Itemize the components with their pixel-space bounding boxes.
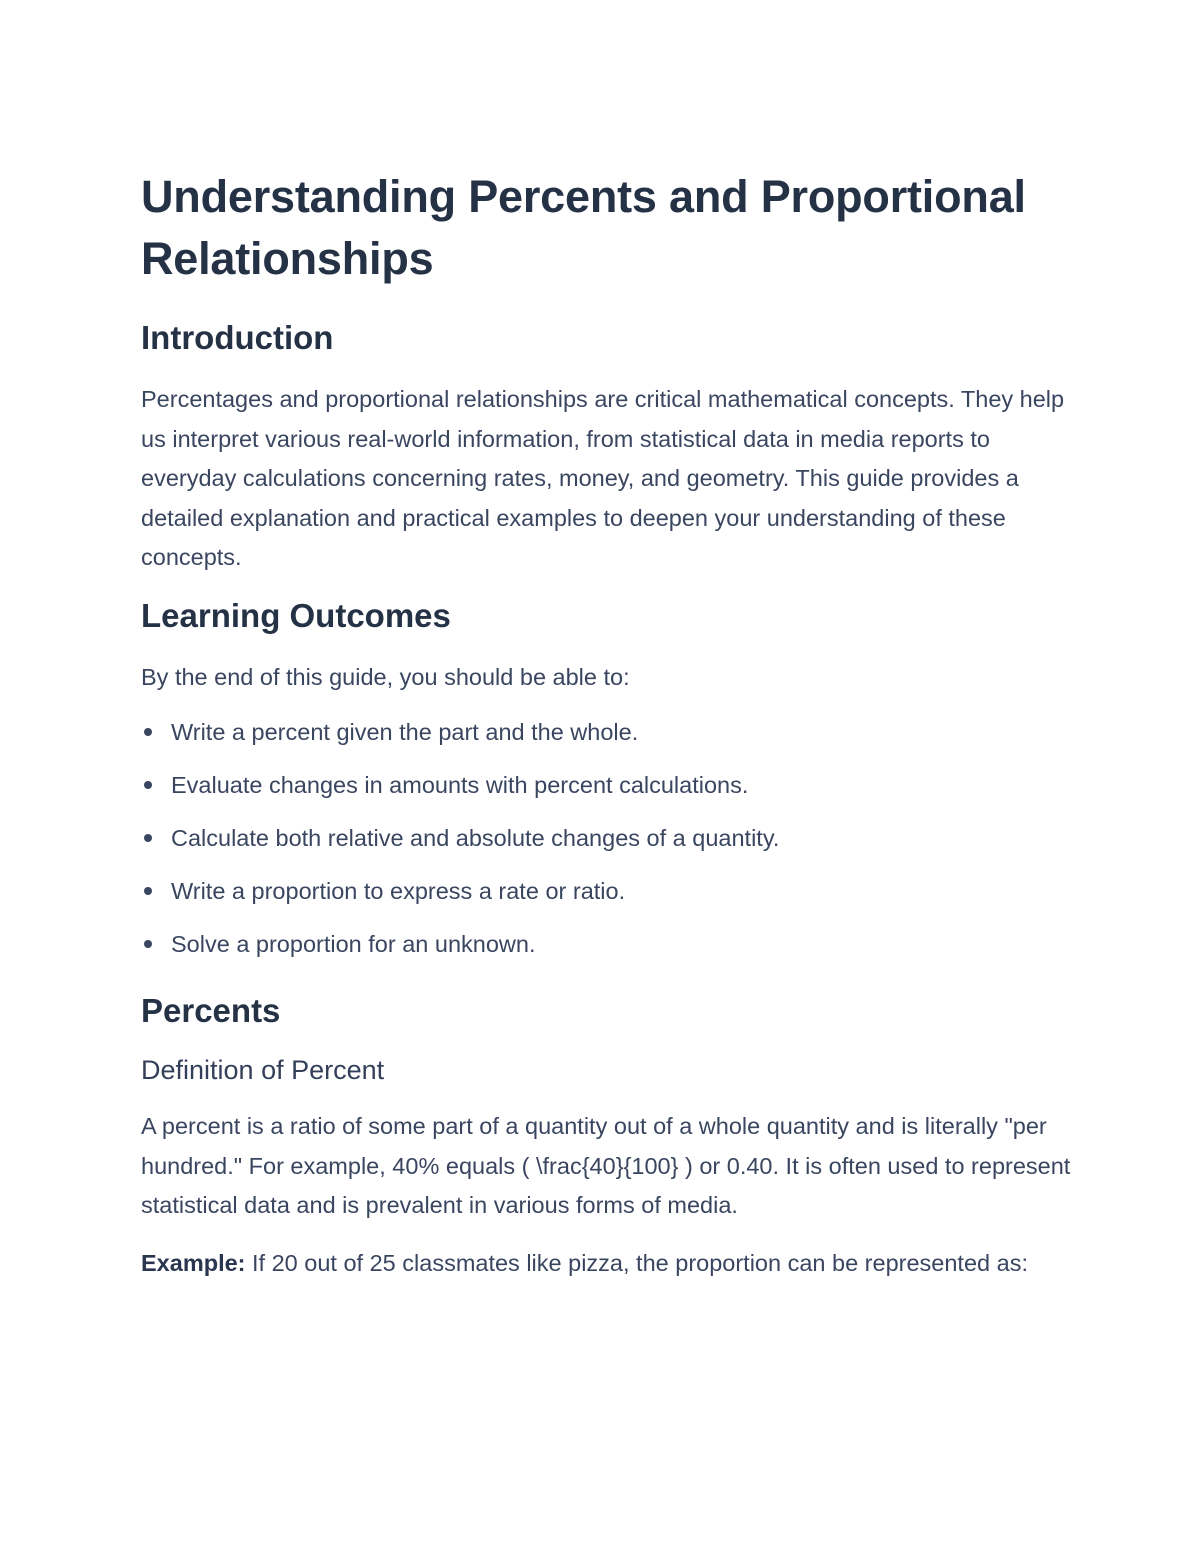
example-text: If 20 out of 25 classmates like pizza, the proportion can be represented as:	[245, 1249, 1028, 1276]
document-page	[141, 166, 1071, 1301]
percents-section	[141, 991, 1071, 1283]
list-item	[141, 821, 1071, 855]
list-item-text: Evaluate changes in amounts with percent calculations.	[171, 772, 749, 798]
list-item-text: Calculate both relative and absolute changes of a quantity.	[171, 825, 780, 851]
list-item-text: Write a proportion to express a rate or ratio.	[171, 878, 626, 904]
learning-outcomes-section	[141, 596, 1071, 962]
bullet-icon	[144, 728, 152, 736]
introduction-heading: Introduction	[141, 319, 334, 356]
document-title: Understanding Percents and Proportional Relationships	[141, 171, 1026, 284]
bullet-icon	[144, 834, 152, 842]
bullet-icon	[144, 887, 152, 895]
list-item	[141, 874, 1071, 908]
list-item-text: Write a percent given the part and the whole.	[171, 719, 639, 745]
list-item	[141, 768, 1071, 802]
list-item	[141, 927, 1071, 961]
definition-heading: Definition of Percent	[141, 1055, 385, 1085]
percents-heading: Percents	[141, 992, 281, 1029]
introduction-paragraph: Percentages and proportional relationships are critical mathematical concepts. They help us interpret various real-world information, from statistical data in media reports to everyday calculations concerning rates, money, and geometry. This guide provides a detailed explanation and practical examples to deepen your understanding of these concepts.	[141, 386, 1065, 570]
example-paragraph	[141, 1244, 1071, 1284]
list-item-text: Solve a proportion for an unknown.	[171, 931, 536, 957]
bullet-icon	[144, 940, 152, 948]
introduction-section	[141, 318, 1071, 578]
bullet-icon	[144, 781, 152, 789]
example-label: Example:	[141, 1249, 246, 1276]
list-item	[141, 715, 1071, 749]
learning-outcomes-heading: Learning Outcomes	[141, 596, 451, 634]
learning-outcomes-list	[141, 715, 1071, 961]
definition-paragraph: A percent is a ratio of some part of a quantity out of a whole quantity and is literally "per hundred." For example, 40% equals ( \frac{40}{100} ) or 0.40. It is often used to represent statistical data and is prevalent in various forms of media.	[141, 1113, 1071, 1218]
learning-outcomes-lead: By the end of this guide, you should be able to:	[141, 663, 630, 690]
